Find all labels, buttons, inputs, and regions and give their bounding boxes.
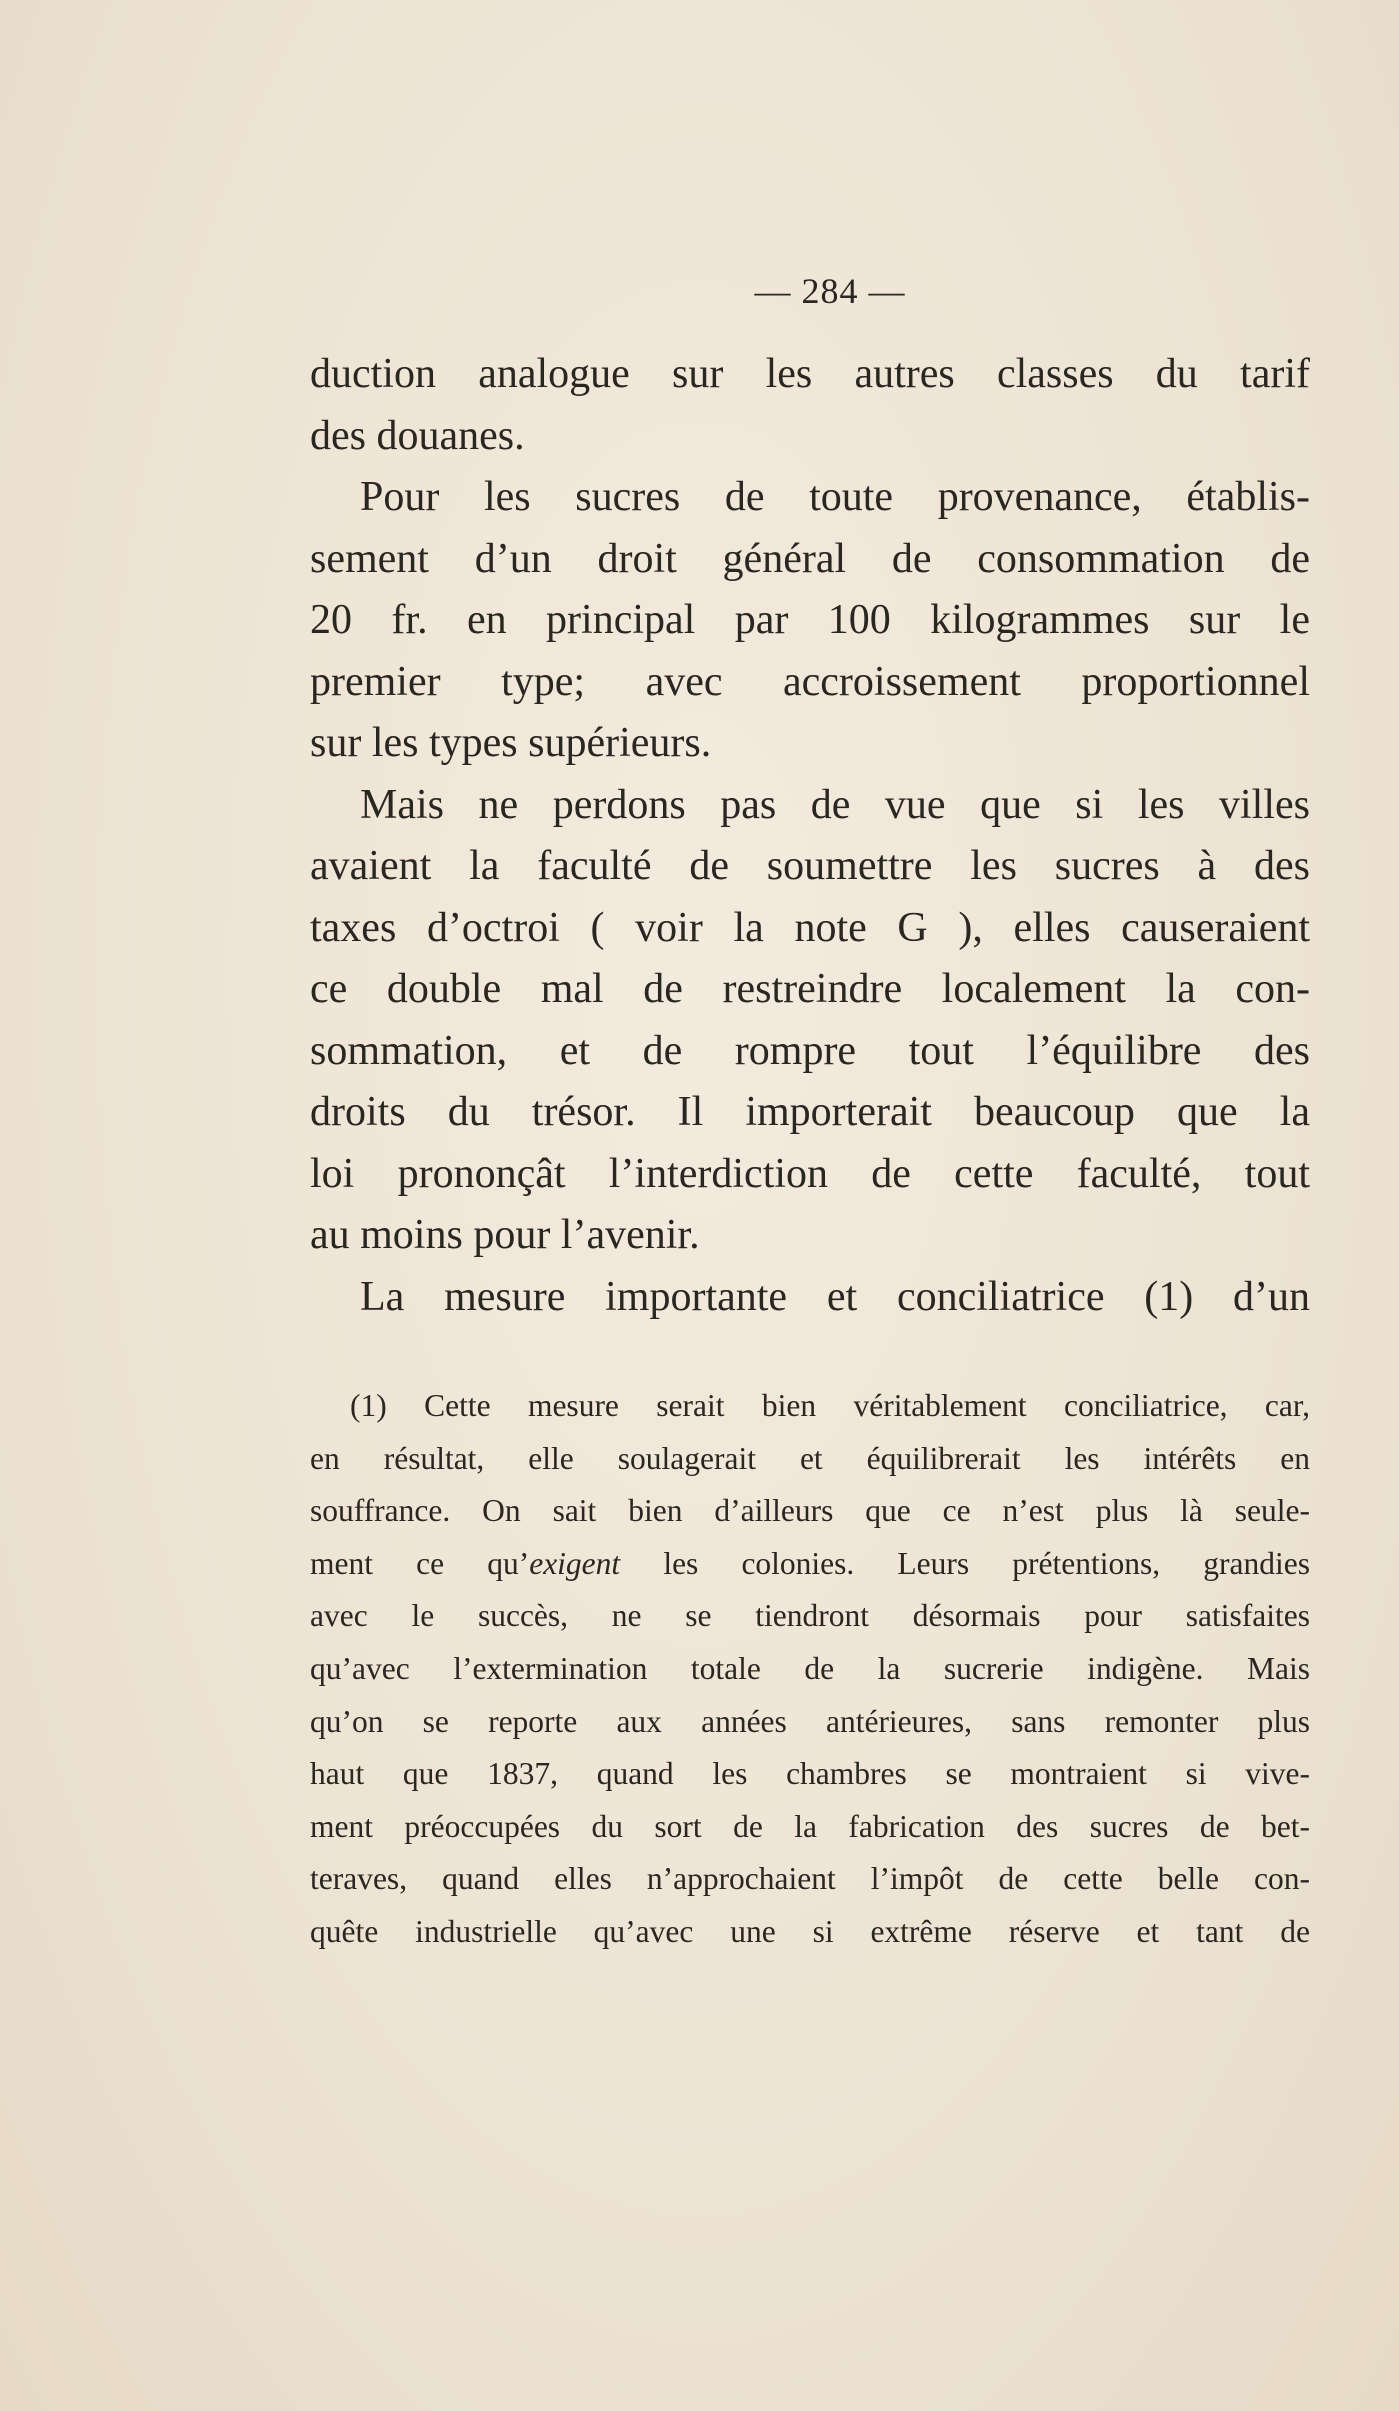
- footnote-line: souffrance. On sait bien d’ailleurs que ce n’est plus là seule-: [310, 1493, 1310, 1529]
- footnote-line: teraves, quand elles n’approchaient l’impôt de cette belle con-: [310, 1861, 1310, 1897]
- body-line: Pour les sucres de toute provenance, établis-: [360, 474, 1310, 520]
- footnote-line: [310, 1538, 1310, 1591]
- page-number: — 284 —: [754, 271, 906, 311]
- footnote-line: avec le succès, ne se tiendront désormais pour satisfaites: [310, 1598, 1310, 1634]
- footnote-emphasis: exigent: [529, 1545, 621, 1581]
- body-line: sur les types supérieurs.: [310, 720, 712, 766]
- body-line: sement d’un droit général de consommation de: [310, 535, 1310, 582]
- footnote-line: qu’avec l’extermination totale de la sucrerie indigène. Mais: [310, 1650, 1310, 1686]
- footnote-line: en résultat, elle soulagerait et équilibrerait les intérêts en: [310, 1440, 1310, 1476]
- footnote-line: ment préoccupées du sort de la fabrication des sucres de bet-: [310, 1808, 1310, 1844]
- footnote-line: qu’on se reporte aux années antérieures, sans remonter plus: [310, 1703, 1310, 1739]
- body-line: avaient la faculté de soumettre les sucres à des: [310, 843, 1310, 889]
- footnote-line: (1) Cette mesure serait bien véritablement conciliatrice, car,: [350, 1388, 1310, 1423]
- body-line: loi prononçât l’interdiction de cette faculté, tout: [310, 1150, 1310, 1197]
- body-line: au moins pour l’avenir.: [310, 1212, 700, 1258]
- body-line: ce double mal de restreindre localement la con-: [310, 966, 1310, 1012]
- footnote-line: quête industrielle qu’avec une si extrême réserve et tant de: [310, 1913, 1310, 1949]
- footnote-text: ment ce qu’: [310, 1545, 530, 1581]
- body-line: sommation, et de rompre tout l’équilibre des: [310, 1027, 1310, 1074]
- body-line: taxes d’octroi ( voir la note G ), elles causeraient: [310, 904, 1310, 951]
- body-line: premier type; avec accroissement proportionnel: [310, 658, 1310, 705]
- body-line: 20 fr. en principal par 100 kilogrammes sur le: [310, 597, 1310, 643]
- footnote-text: les colonies. Leurs prétentions, grandies: [620, 1545, 1310, 1581]
- body-text: [310, 344, 1310, 1328]
- book-page: [310, 270, 1310, 1959]
- body-line: duction analogue sur les autres classes du tarif: [310, 351, 1310, 397]
- body-line: droits du trésor. Il importerait beaucoup que la: [310, 1089, 1310, 1135]
- body-line: La mesure importante et conciliatrice (1) d’un: [360, 1273, 1310, 1320]
- footnote: [310, 1380, 1310, 1959]
- body-line: Mais ne perdons pas de vue que si les villes: [360, 781, 1310, 828]
- body-line: des douanes.: [310, 412, 525, 459]
- footnote-line: haut que 1837, quand les chambres se montraient si vive-: [310, 1756, 1310, 1792]
